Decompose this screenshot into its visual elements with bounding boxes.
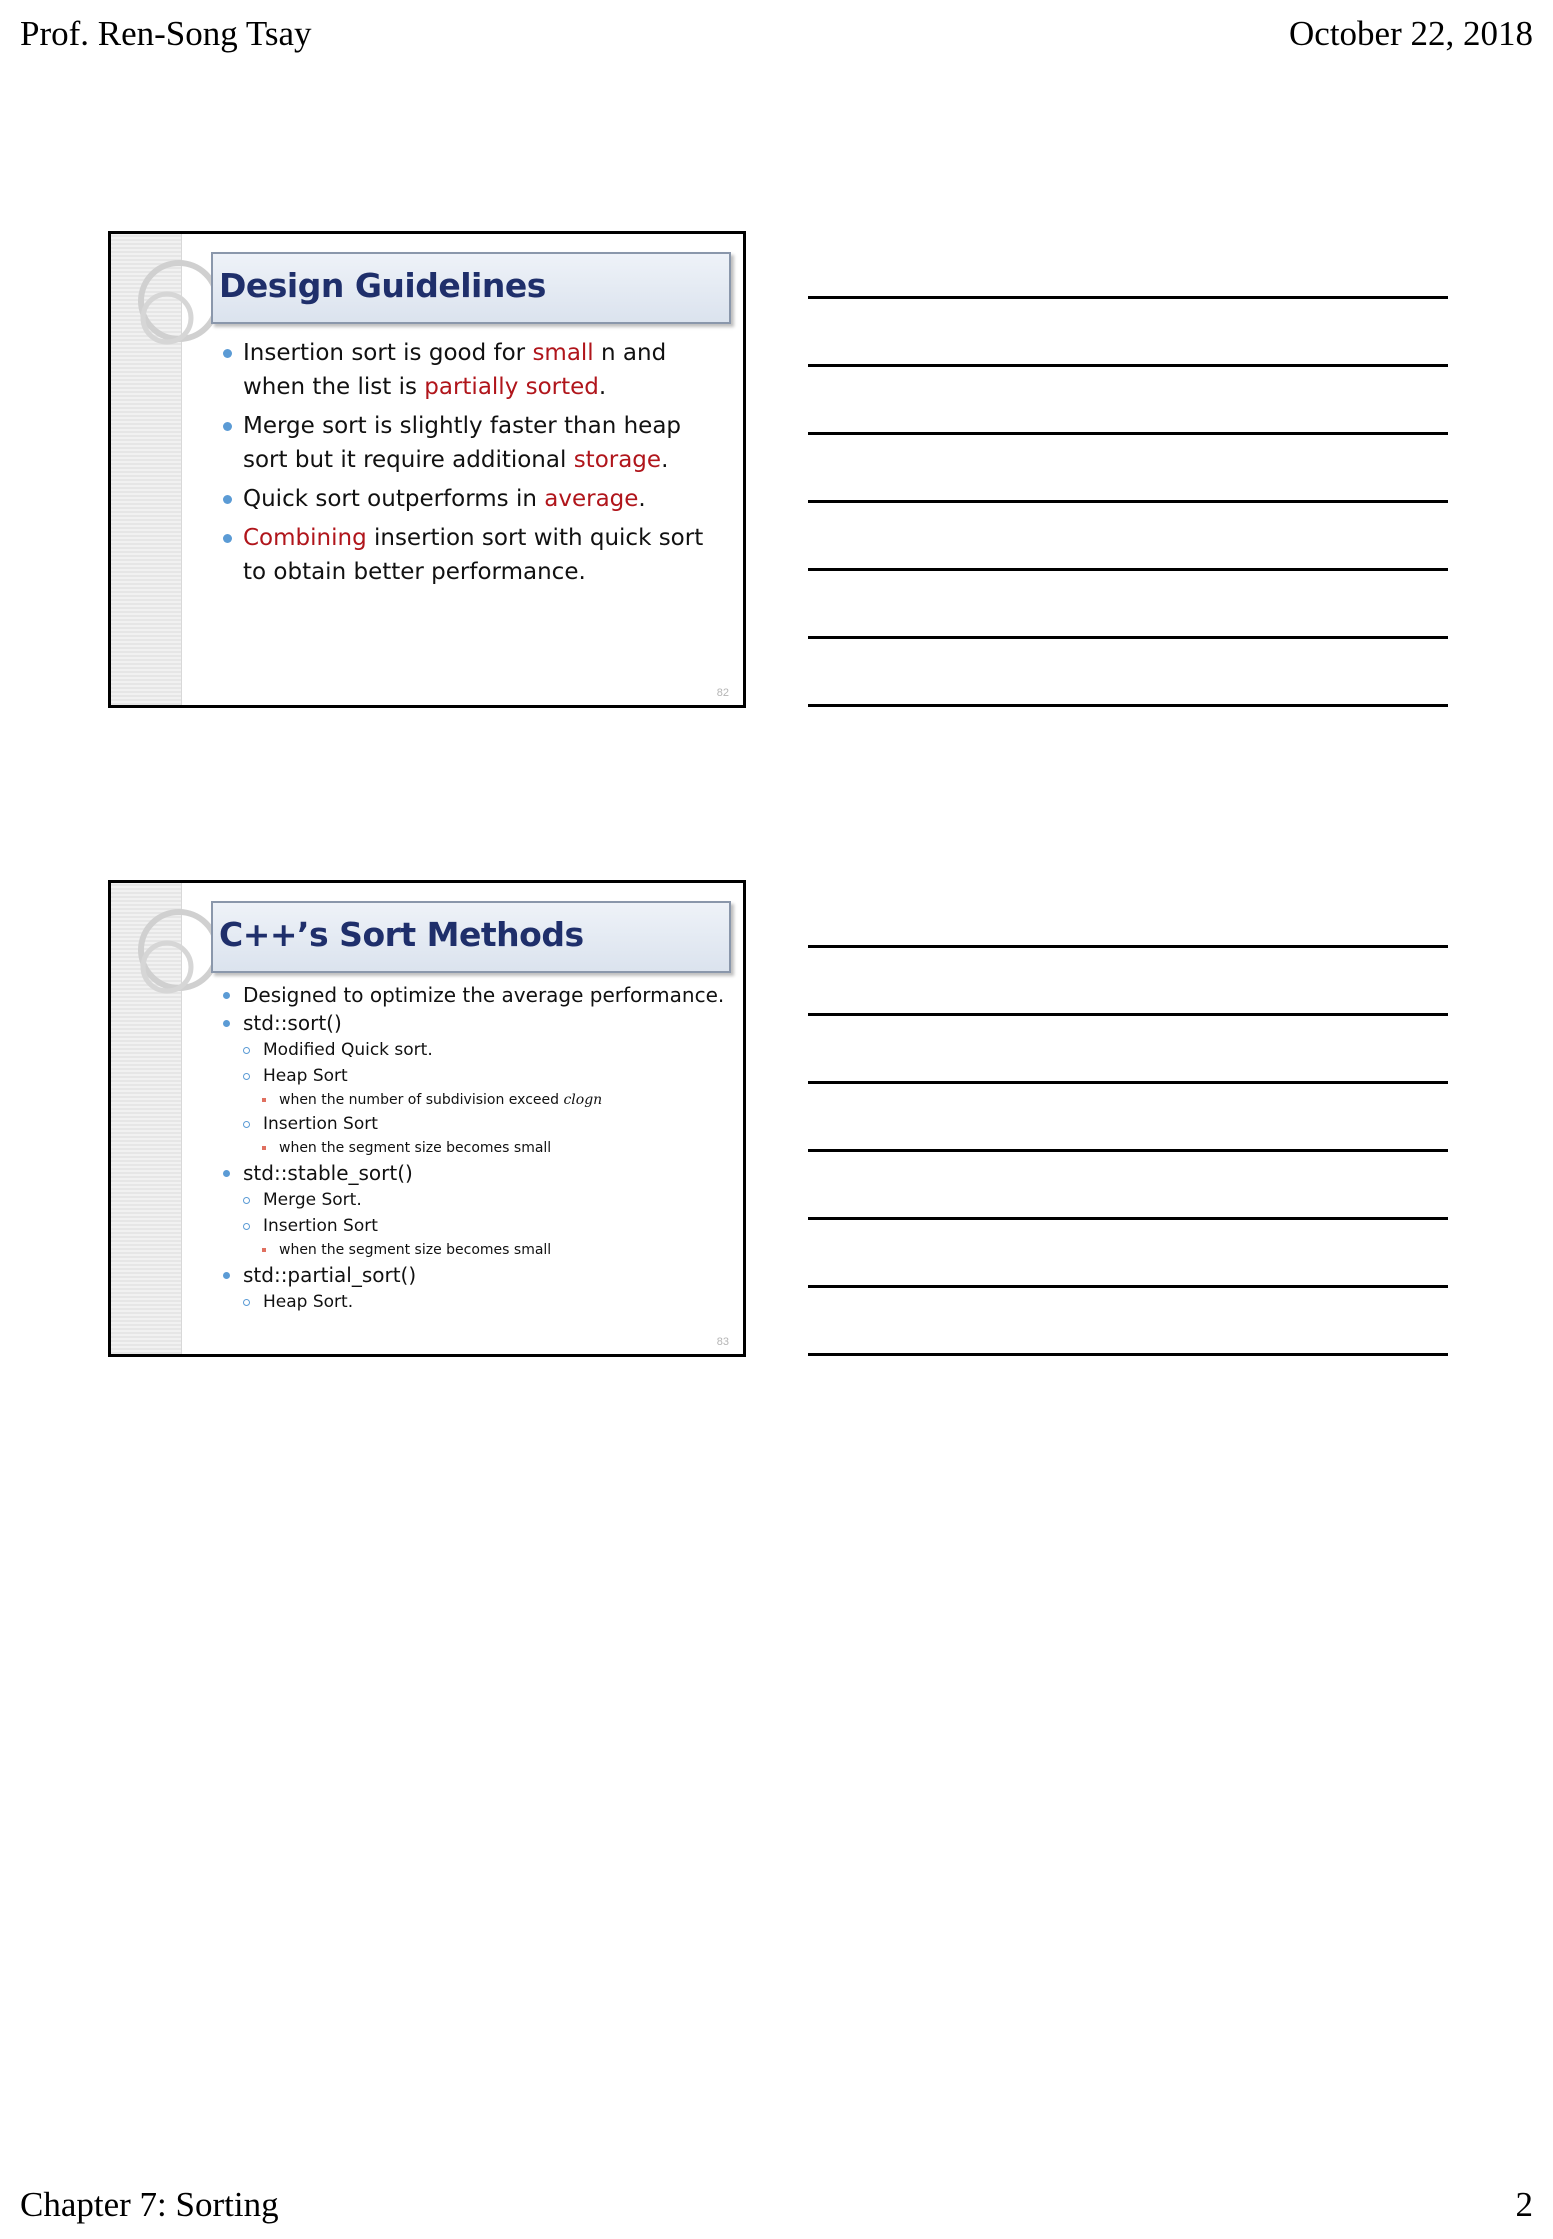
slide-bullet-list: [221, 981, 723, 1315]
list-item-level-2: [221, 1063, 723, 1089]
list-item-level-2: [221, 1289, 723, 1315]
list-item-level-1: [221, 1261, 723, 1289]
list-item-text: Heap Sort.: [263, 1292, 354, 1312]
slide-design-guidelines: [108, 231, 746, 708]
list-item-text: std::sort(): [243, 1011, 342, 1035]
bullet-square-icon: [262, 1146, 266, 1150]
bullet-dot-icon: [223, 1020, 230, 1027]
list-item-level-2: [221, 1187, 723, 1213]
list-item-level-2: [221, 1213, 723, 1239]
list-item-level-3: [221, 1137, 723, 1159]
note-line: [808, 500, 1448, 503]
bullet-ring-icon: [243, 1121, 250, 1128]
list-item-text: when the segment size becomes small: [279, 1242, 552, 1258]
bullet-item: [221, 521, 723, 589]
note-line: [808, 945, 1448, 948]
bullet-text: .: [661, 447, 669, 473]
bullet-square-icon: [262, 1098, 266, 1102]
highlighted-text: Combining: [243, 525, 367, 551]
bullet-dot-icon: [223, 495, 232, 504]
bullet-text: n and when the list is: [243, 340, 667, 400]
slide-title-box: [211, 252, 731, 324]
bullet-ring-icon: [243, 1299, 250, 1306]
list-item-text: std::stable_sort(): [243, 1161, 413, 1185]
note-line: [808, 296, 1448, 299]
slide-title: Design Guidelines: [219, 266, 546, 305]
bullet-ring-icon: [243, 1197, 250, 1204]
note-line: [808, 1149, 1448, 1152]
list-item-level-1: [221, 1159, 723, 1187]
footer-page-number: 2: [1515, 2185, 1533, 2224]
bullet-item: [221, 482, 723, 516]
bullet-text: insertion sort with quick sort to obtain better performance.: [243, 525, 704, 585]
slide-page-number: 82: [716, 687, 729, 699]
bullet-text: .: [598, 374, 607, 400]
bullet-text: Quick sort outperforms in: [243, 486, 545, 512]
note-line: [808, 568, 1448, 571]
note-line: [808, 1285, 1448, 1288]
list-item-level-2: [221, 1111, 723, 1137]
bullet-text: Merge sort is slightly faster than heap sort but it require additional: [243, 413, 682, 473]
highlighted-text: partially sorted: [424, 374, 599, 400]
list-item-level-1: [221, 981, 723, 1009]
bullet-ring-icon: [243, 1223, 250, 1230]
bullet-dot-icon: [223, 349, 232, 358]
bullet-item: [221, 336, 723, 404]
note-line: [808, 636, 1448, 639]
list-item-text: Designed to optimize the average performance.: [243, 983, 725, 1007]
slide-bullet-list: [221, 336, 723, 594]
note-line: [808, 432, 1448, 435]
list-item-text: Merge Sort.: [263, 1190, 362, 1210]
list-item-text: Modified Quick sort.: [263, 1040, 433, 1060]
list-item-level-3: [221, 1239, 723, 1261]
bullet-text: Insertion sort is good for: [243, 340, 533, 366]
list-item-text: when the segment size becomes small: [279, 1140, 552, 1156]
bullet-dot-icon: [223, 1170, 230, 1177]
list-item-level-3: [221, 1089, 723, 1111]
bullet-dot-icon: [223, 534, 232, 543]
bullet-ring-icon: [243, 1073, 250, 1080]
header-date: October 22, 2018: [1289, 14, 1533, 53]
note-line: [808, 1081, 1448, 1084]
slide-cpp-sort-methods: [108, 880, 746, 1357]
list-item-text: Heap Sort: [263, 1066, 348, 1086]
highlighted-text: storage: [573, 447, 662, 473]
bullet-dot-icon: [223, 422, 232, 431]
bullet-dot-icon: [223, 1272, 230, 1279]
footer-chapter: Chapter 7: Sorting: [20, 2185, 279, 2224]
slide-page-number: 83: [716, 1336, 729, 1348]
list-item-text: std::partial_sort(): [243, 1263, 417, 1287]
highlighted-text: small: [532, 340, 594, 366]
highlighted-text: average: [544, 486, 639, 512]
bullet-dot-icon: [223, 992, 230, 999]
bullet-item: [221, 409, 723, 477]
bullet-square-icon: [262, 1248, 266, 1252]
list-item-level-1: [221, 1009, 723, 1037]
list-item-text: when the number of subdivision exceed: [279, 1092, 564, 1108]
note-line: [808, 364, 1448, 367]
list-item-level-2: [221, 1037, 723, 1063]
note-line: [808, 1217, 1448, 1220]
note-line: [808, 704, 1448, 707]
list-item-text: Insertion Sort: [263, 1216, 378, 1236]
math-term: clogn: [563, 1092, 603, 1108]
header-author: Prof. Ren-Song Tsay: [20, 14, 312, 53]
slide-title: C++’s Sort Methods: [219, 915, 584, 954]
list-item-text: Insertion Sort: [263, 1114, 378, 1134]
note-line: [808, 1353, 1448, 1356]
slide-title-box: [211, 901, 731, 973]
note-line: [808, 1013, 1448, 1016]
bullet-ring-icon: [243, 1047, 250, 1054]
bullet-text: .: [638, 486, 646, 512]
